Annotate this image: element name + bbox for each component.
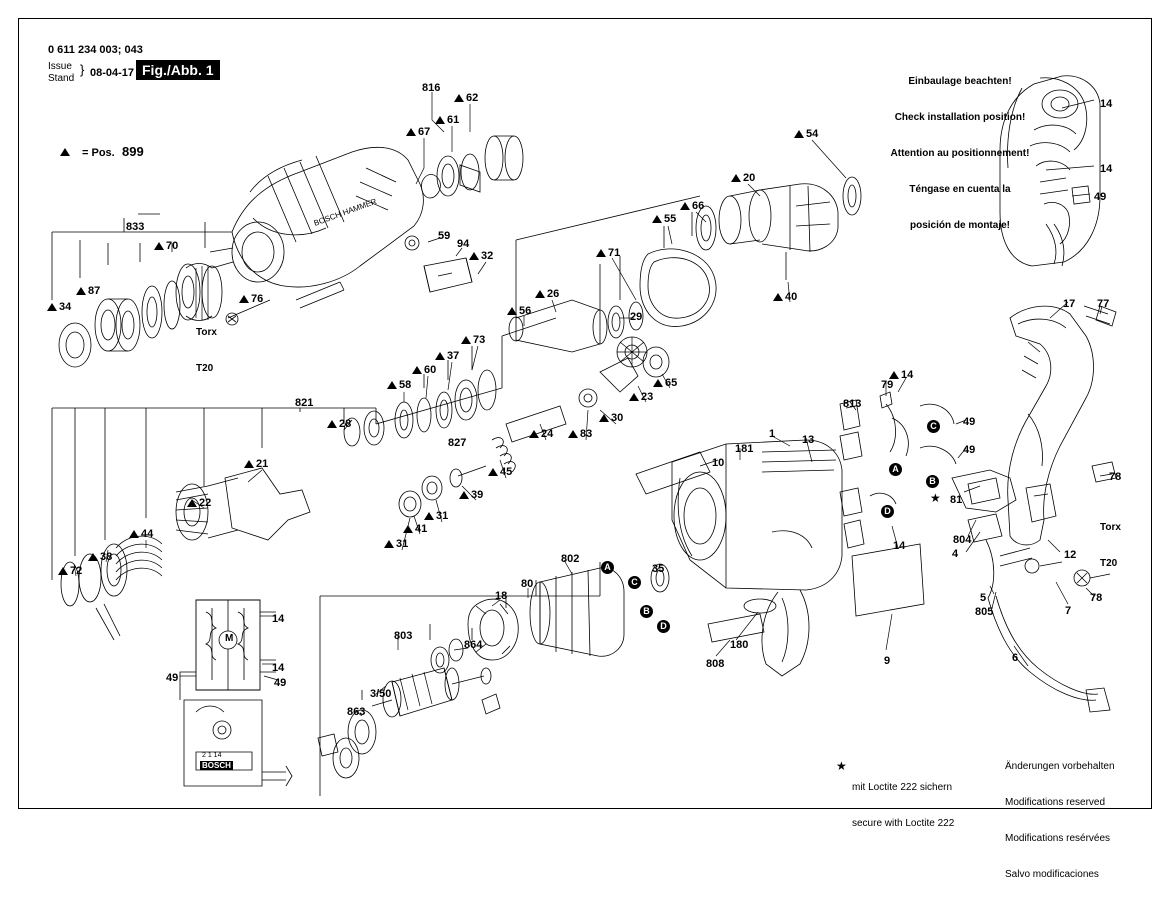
triangle-icon <box>88 553 98 561</box>
callout-808: 808 <box>706 658 725 670</box>
triangle-icon <box>387 381 397 389</box>
triangle-icon <box>794 130 804 138</box>
callout-54: 54 <box>806 128 819 140</box>
callout-49: 49 <box>963 416 976 428</box>
callout-38: 38 <box>100 551 113 563</box>
triangle-icon <box>435 352 445 360</box>
callout-18: 18 <box>495 590 508 602</box>
callout-20: 20 <box>743 172 756 184</box>
callout-72: 72 <box>70 565 83 577</box>
callout-864: 864 <box>464 639 483 651</box>
legend-pos-text: = Pos. <box>82 147 115 159</box>
triangle-icon <box>529 430 539 438</box>
callout-26: 26 <box>547 288 560 300</box>
triangle-icon <box>129 530 139 538</box>
install-note-line-5: posición de montaje! <box>909 220 1010 231</box>
callout-9: 9 <box>884 655 891 667</box>
callout-49: 49 <box>274 677 287 689</box>
callout-816: 816 <box>422 82 441 94</box>
torx-right-line-1: Torx <box>1100 522 1121 533</box>
callout-83: 83 <box>580 428 593 440</box>
triangle-icon <box>454 94 464 102</box>
callout-56: 56 <box>519 305 532 317</box>
callout-71: 71 <box>608 247 621 259</box>
callout-35: 35 <box>652 563 665 575</box>
callout-34: 34 <box>59 301 72 313</box>
callout-5: 5 <box>980 592 987 604</box>
callout-55: 55 <box>664 213 677 225</box>
callout-17: 17 <box>1063 298 1076 310</box>
callout-62: 62 <box>466 92 479 104</box>
callout-49: 49 <box>166 672 179 684</box>
modifications-line-3: Modifications resérvées <box>1005 833 1111 844</box>
callout-6: 6 <box>1012 652 1019 664</box>
install-note-line-1: Einbaulage beachten! <box>908 76 1012 87</box>
callout-24: 24 <box>541 428 554 440</box>
triangle-icon <box>596 249 606 257</box>
figure-label: Fig./Abb. 1 <box>136 60 220 80</box>
triangle-icon <box>889 371 899 379</box>
callout-32: 32 <box>481 250 494 262</box>
triangle-icon <box>535 290 545 298</box>
callout-58: 58 <box>399 379 412 391</box>
issue-label-en: Issue <box>48 61 72 72</box>
triangle-icon <box>731 174 741 182</box>
callout-21: 21 <box>256 458 269 470</box>
callout-65: 65 <box>665 377 678 389</box>
triangle-icon <box>244 460 254 468</box>
badge-a: A <box>889 463 902 476</box>
callout-66: 66 <box>692 200 705 212</box>
callout-1: 1 <box>769 428 776 440</box>
callout-14: 14 <box>1100 98 1113 110</box>
badge-d: D <box>657 620 670 633</box>
callout-821: 821 <box>295 397 314 409</box>
callout-4: 4 <box>952 548 959 560</box>
triangle-icon <box>507 307 517 315</box>
callout-14: 14 <box>272 662 285 674</box>
callout-30: 30 <box>611 412 624 424</box>
callout-14: 14 <box>893 540 906 552</box>
badge-c: C <box>927 420 940 433</box>
install-note-line-2: Check installation position! <box>894 112 1026 123</box>
triangle-icon <box>424 512 434 520</box>
triangle-icon <box>461 336 471 344</box>
callout-76: 76 <box>251 293 264 305</box>
callout-67: 67 <box>418 126 431 138</box>
callout-44: 44 <box>141 528 154 540</box>
callout-80: 80 <box>521 578 534 590</box>
callout-94: 94 <box>457 238 470 250</box>
callout-12: 12 <box>1064 549 1077 561</box>
loctite-note-line-1: mit Loctite 222 sichern <box>852 782 953 793</box>
callout-77: 77 <box>1097 298 1110 310</box>
star-marker-81: ★ <box>930 491 941 505</box>
torx-left-line-2: T20 <box>196 363 214 374</box>
modifications-line-1: Änderungen vorbehalten <box>1005 761 1115 772</box>
svg-text:BOSCH HAMMER: BOSCH HAMMER <box>312 196 378 228</box>
triangle-icon <box>488 468 498 476</box>
loctite-note-line-2: secure with Loctite 222 <box>852 818 955 829</box>
triangle-icon <box>412 366 422 374</box>
callout-87: 87 <box>88 285 101 297</box>
callout-45: 45 <box>500 466 513 478</box>
nameplate-line-1: 2 1 14 <box>202 752 222 759</box>
badge-b: B <box>926 475 939 488</box>
motor-symbol: M <box>225 633 234 644</box>
callout-833: 833 <box>126 221 145 233</box>
callout-7: 7 <box>1065 605 1072 617</box>
triangle-icon <box>599 414 609 422</box>
callout-59: 59 <box>438 230 451 242</box>
torx-right-line-2: T20 <box>1100 558 1118 569</box>
issue-date: 08-04-17 <box>90 67 135 79</box>
callout-180: 180 <box>730 639 749 651</box>
torx-left-line-1: Torx <box>196 327 217 338</box>
callout-804: 804 <box>953 534 972 546</box>
callout-802: 802 <box>561 553 580 565</box>
callout-827: 827 <box>448 437 467 449</box>
callout-805: 805 <box>975 606 994 618</box>
star-icon: ★ <box>836 759 847 773</box>
callout-10: 10 <box>712 457 725 469</box>
nameplate-line-2: BOSCH <box>202 761 231 770</box>
callout-31: 31 <box>436 510 449 522</box>
triangle-icon <box>629 393 639 401</box>
callout-14: 14 <box>1100 163 1113 175</box>
callout-22: 22 <box>199 497 212 509</box>
callout-181: 181 <box>735 443 754 455</box>
modifications-line-2: Modifications reserved <box>1005 797 1106 808</box>
install-note-line-4: Téngase en cuenta la <box>909 184 1011 195</box>
callout-863: 863 <box>347 706 366 718</box>
callout-81: 81 <box>950 494 963 506</box>
callout-31: 31 <box>396 538 409 550</box>
callout-61: 61 <box>447 114 460 126</box>
triangle-icon <box>680 202 690 210</box>
callout-14: 14 <box>901 369 914 381</box>
triangle-icon <box>469 252 479 260</box>
triangle-icon <box>327 420 337 428</box>
callout-13: 13 <box>802 434 815 446</box>
badge-a: A <box>601 561 614 574</box>
triangle-icon <box>154 242 164 250</box>
triangle-icon <box>435 116 445 124</box>
badge-b: B <box>640 605 653 618</box>
triangle-icon <box>406 128 416 136</box>
triangle-icon <box>187 499 197 507</box>
callout-3-50: 3/50 <box>370 688 392 700</box>
triangle-icon <box>459 491 469 499</box>
callout-40: 40 <box>785 291 798 303</box>
triangle-icon <box>652 215 662 223</box>
callout-14: 14 <box>272 613 285 625</box>
callout-78: 78 <box>1109 471 1122 483</box>
callout-803: 803 <box>394 630 413 642</box>
modifications-line-4: Salvo modificaciones <box>1005 869 1099 880</box>
legend-pos-number: 899 <box>122 144 144 159</box>
issue-label-de: Stand <box>48 73 75 84</box>
callout-29: 29 <box>630 311 643 323</box>
callout-28: 28 <box>339 418 352 430</box>
triangle-icon <box>47 303 57 311</box>
callout-73: 73 <box>473 334 486 346</box>
badge-c: C <box>628 576 641 589</box>
callout-49: 49 <box>1094 191 1107 203</box>
callout-49: 49 <box>963 444 976 456</box>
triangle-icon <box>653 379 663 387</box>
callout-70: 70 <box>166 240 179 252</box>
callout-23: 23 <box>641 391 654 403</box>
triangle-icon <box>76 287 86 295</box>
triangle-icon <box>568 430 578 438</box>
triangle-icon <box>773 293 783 301</box>
triangle-icon <box>239 295 249 303</box>
badge-d: D <box>881 505 894 518</box>
triangle-icon <box>384 540 394 548</box>
callout-60: 60 <box>424 364 437 376</box>
issue-brace: } <box>80 62 85 77</box>
triangle-icon <box>403 525 413 533</box>
callout-813: 813 <box>843 398 862 410</box>
triangle-icon <box>58 567 68 575</box>
callout-39: 39 <box>471 489 484 501</box>
part-number: 0 611 234 003; 043 <box>48 44 143 56</box>
callout-79: 79 <box>881 379 894 391</box>
callout-78: 78 <box>1090 592 1103 604</box>
callout-41: 41 <box>415 523 428 535</box>
callout-37: 37 <box>447 350 460 362</box>
install-note-line-3: Attention au positionnement! <box>890 148 1030 159</box>
